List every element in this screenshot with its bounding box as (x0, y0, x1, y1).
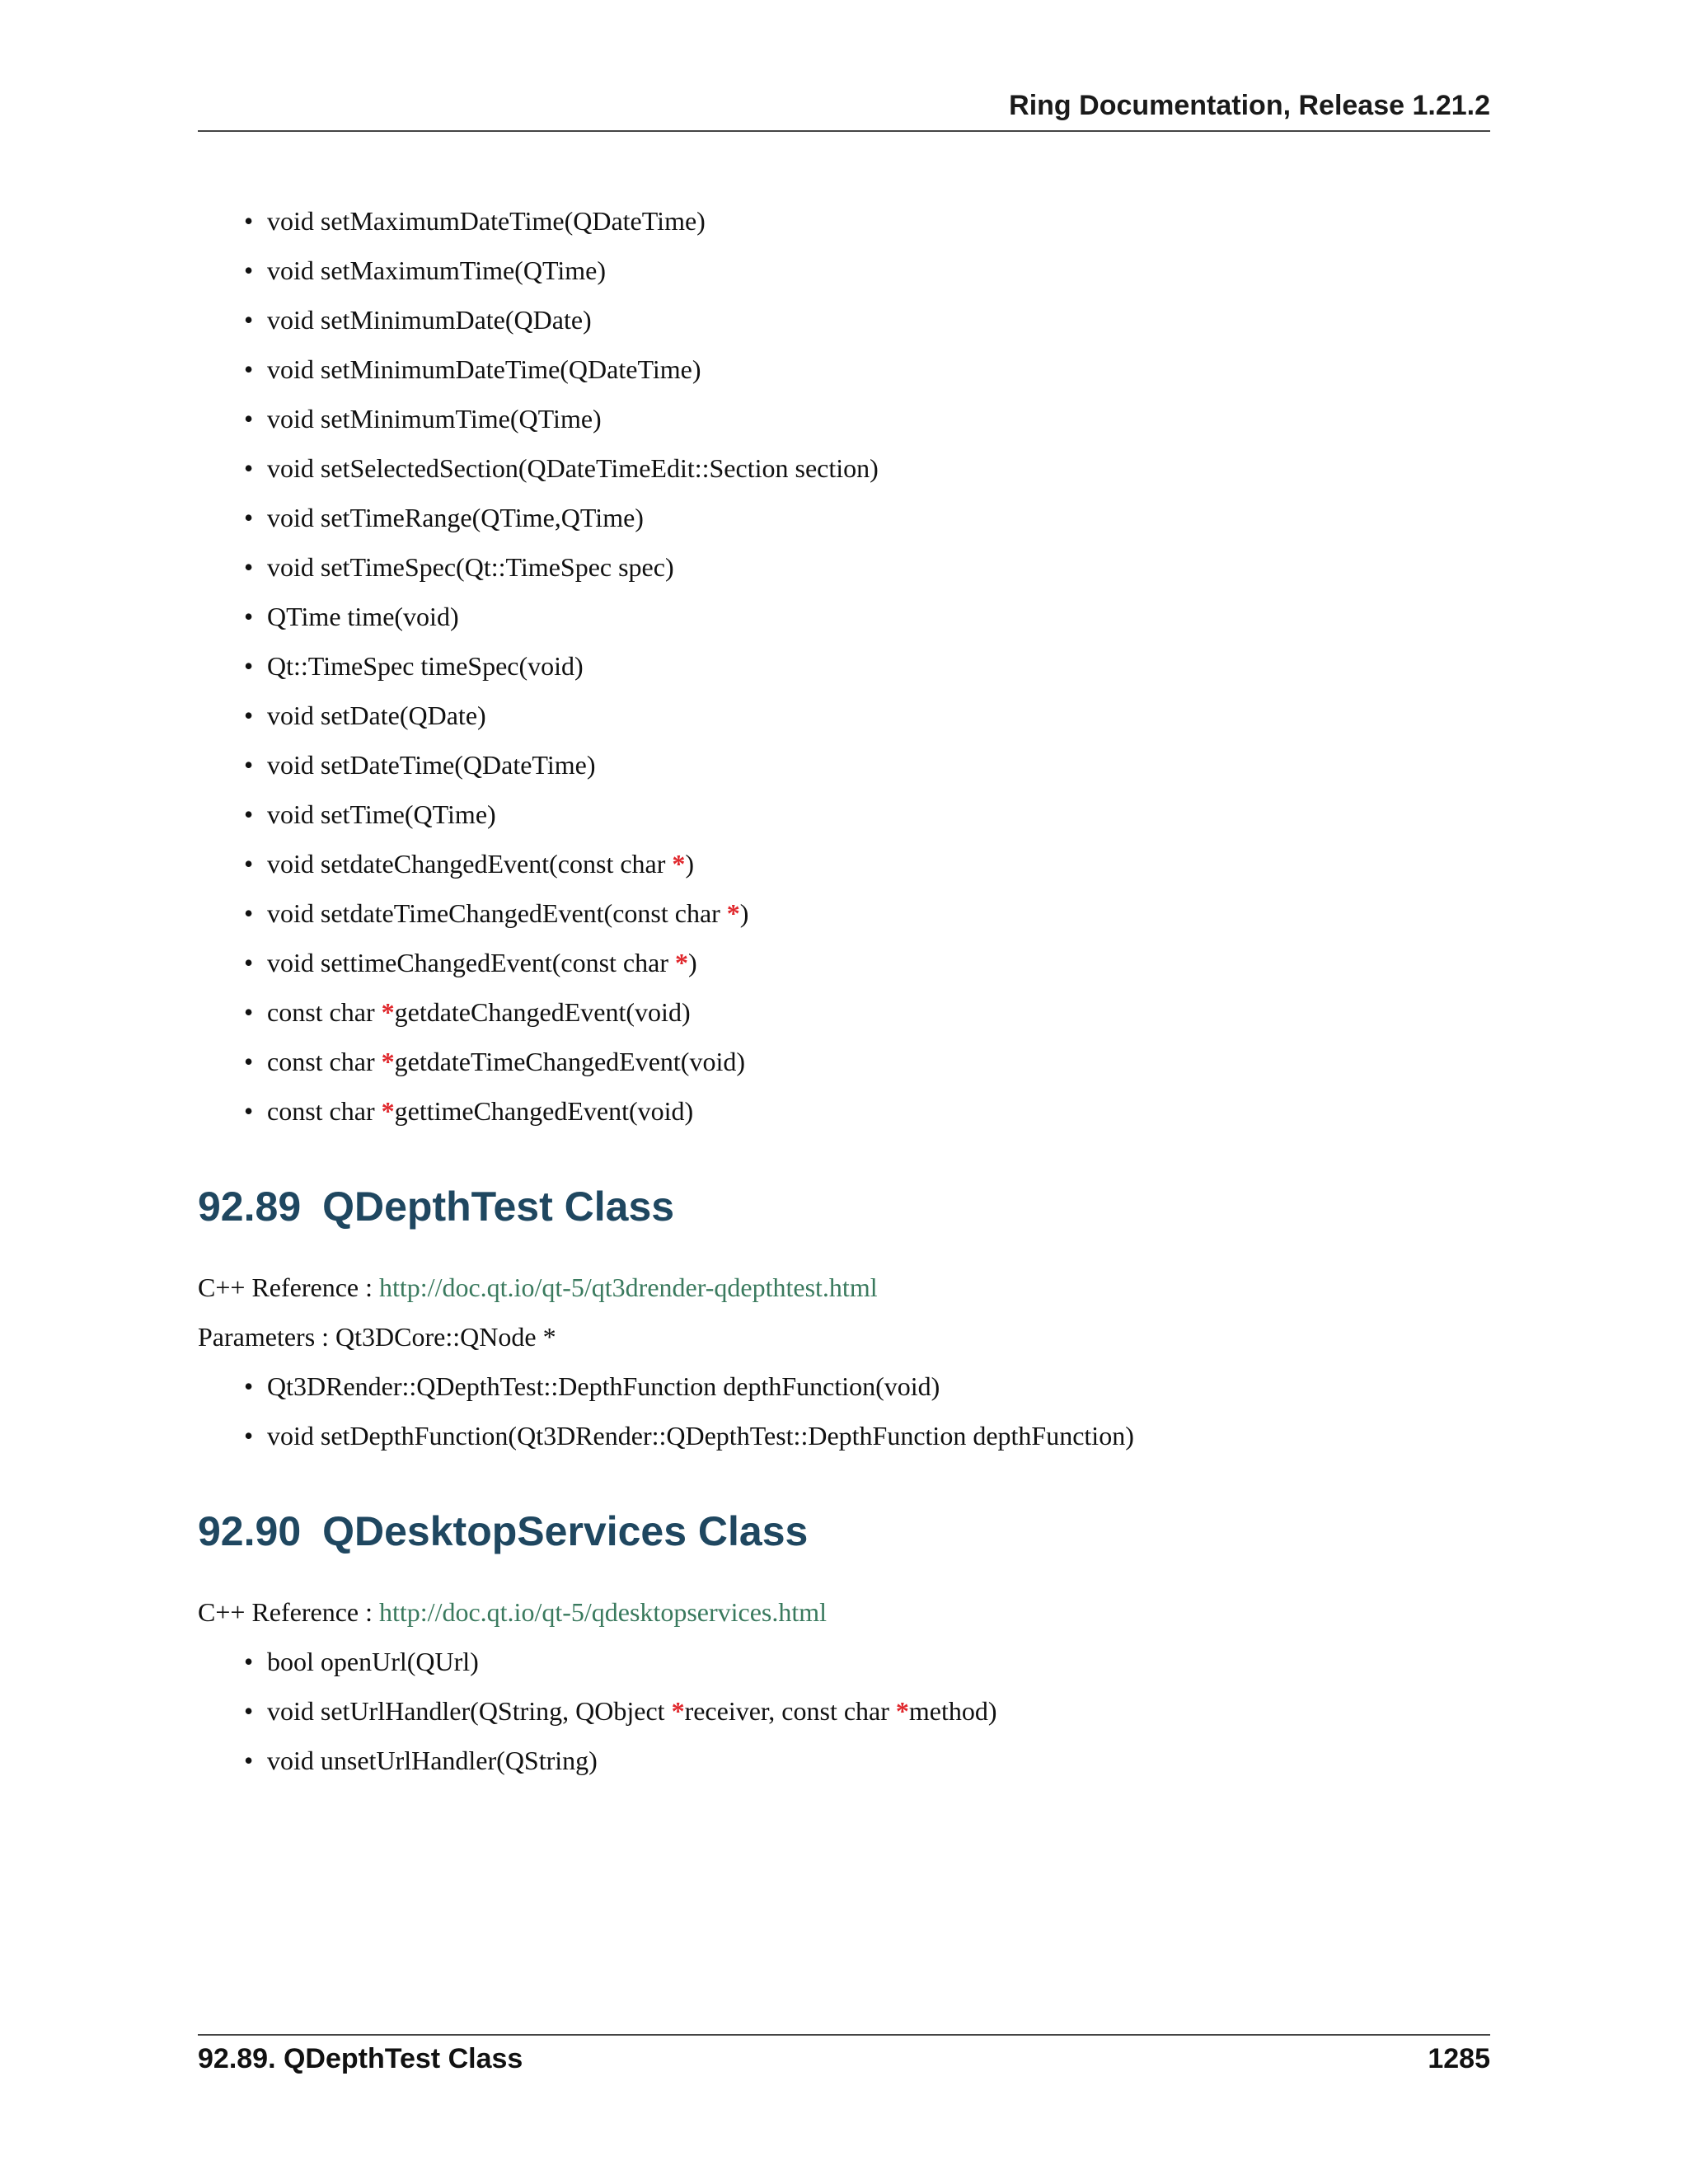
reference-label: C++ Reference : (198, 1272, 379, 1302)
list-item (267, 790, 1490, 839)
list-item (267, 641, 1490, 691)
signature-text: QTime time(void) (267, 602, 459, 631)
footer-section: 92.89. QDepthTest Class (198, 2043, 523, 2074)
section-heading-qdepthtest (198, 1182, 1490, 1231)
signature-text: const char (267, 1047, 382, 1076)
signature-text: const char (267, 1096, 382, 1126)
signature-text: void setMinimumDateTime(QDateTime) (267, 354, 701, 384)
method-list-qdesktopservices (198, 1637, 1490, 1785)
signature-text: void setTime(QTime) (267, 799, 496, 829)
signature-text: void setUrlHandler(QString, QObject (267, 1696, 672, 1726)
signature-text: void setDateTime(QDateTime) (267, 750, 596, 780)
section-heading-qdesktopservices (198, 1507, 1490, 1556)
section-number: 92.90 (198, 1508, 302, 1554)
signature-text: ) (687, 948, 697, 977)
list-item (267, 196, 1490, 246)
section-title: QDesktopServices Class (322, 1508, 809, 1554)
list-item (267, 443, 1490, 493)
signature-text: Qt3DRender::QDepthTest::DepthFunction depthFunction(void) (267, 1371, 940, 1401)
reference-link[interactable]: http://doc.qt.io/qt-5/qt3drender-qdepthtest.html (379, 1272, 878, 1302)
list-item (267, 1686, 1490, 1736)
list-item (267, 987, 1490, 1037)
list-item (267, 1037, 1490, 1086)
list-item (267, 246, 1490, 295)
signature-text: void setTimeRange(QTime,QTime) (267, 503, 644, 532)
signature-text: void settimeChangedEvent(const char (267, 948, 675, 977)
reference-link[interactable]: http://doc.qt.io/qt-5/qdesktopservices.html (379, 1597, 828, 1627)
pointer-asterisk: * (671, 1696, 685, 1726)
signature-text: void setSelectedSection(QDateTimeEdit::Section section) (267, 453, 879, 483)
signature-text: void setMaximumDateTime(QDateTime) (267, 206, 706, 236)
list-item (267, 740, 1490, 790)
list-item (267, 1086, 1490, 1136)
signature-text: void setMaximumTime(QTime) (267, 255, 606, 285)
parameters-line: Parameters : Qt3DCore::QNode * (198, 1322, 556, 1352)
list-item (267, 839, 1490, 888)
pointer-asterisk: * (895, 1696, 909, 1726)
list-item (267, 1736, 1490, 1785)
signature-text: void setdateTimeChangedEvent(const char (267, 898, 727, 928)
page-footer (198, 2034, 1490, 2085)
list-item (267, 938, 1490, 987)
list-item (267, 1361, 1490, 1411)
signature-text: bool openUrl(QUrl) (267, 1647, 479, 1676)
signature-text: Qt::TimeSpec timeSpec(void) (267, 651, 584, 681)
signature-text: const char (267, 997, 382, 1027)
signature-text: receiver, const char (684, 1696, 896, 1726)
method-list-qdepthtest (198, 1361, 1490, 1460)
signature-text: gettimeChangedEvent(void) (394, 1096, 694, 1126)
cpp-reference (198, 1587, 1490, 1637)
signature-text: getdateTimeChangedEvent(void) (394, 1047, 745, 1076)
method-list-top (198, 196, 1490, 1136)
signature-text: ) (685, 849, 695, 879)
list-item (267, 394, 1490, 443)
signature-text: void setDepthFunction(Qt3DRender::QDepthTest::DepthFunction depthFunction) (267, 1421, 1134, 1451)
pointer-asterisk: * (381, 1096, 395, 1126)
pointer-asterisk: * (726, 898, 740, 928)
list-item (267, 542, 1490, 592)
section-qdepthtest (198, 1182, 1490, 1460)
section-number: 92.89 (198, 1183, 302, 1230)
signature-text: ) (739, 898, 749, 928)
pointer-asterisk: * (381, 997, 395, 1027)
pointer-asterisk: * (674, 948, 688, 977)
reference-label: C++ Reference : (198, 1597, 379, 1627)
page-header (198, 89, 1490, 132)
pointer-asterisk: * (672, 849, 686, 879)
list-item (267, 1637, 1490, 1686)
signature-text: method) (908, 1696, 997, 1726)
signature-text: getdateChangedEvent(void) (394, 997, 691, 1027)
list-item (267, 592, 1490, 641)
section-title: QDepthTest Class (322, 1183, 675, 1230)
signature-text: void setMinimumTime(QTime) (267, 404, 602, 434)
page-content (198, 196, 1490, 1785)
signature-text: void setdateChangedEvent(const char (267, 849, 673, 879)
pointer-asterisk: * (381, 1047, 395, 1076)
list-item (267, 888, 1490, 938)
list-item (267, 691, 1490, 740)
signature-text: void setTimeSpec(Qt::TimeSpec spec) (267, 552, 674, 582)
page-number: 1285 (1428, 2043, 1490, 2074)
list-item (267, 1411, 1490, 1460)
list-item (267, 295, 1490, 344)
signature-text: void setDate(QDate) (267, 701, 486, 730)
signature-text: void setMinimumDate(QDate) (267, 305, 592, 335)
section-qdesktopservices (198, 1507, 1490, 1785)
list-item (267, 344, 1490, 394)
list-item (267, 493, 1490, 542)
cpp-reference (198, 1263, 1490, 1312)
document-title: Ring Documentation, Release 1.21.2 (1009, 90, 1490, 121)
signature-text: void unsetUrlHandler(QString) (267, 1746, 598, 1775)
